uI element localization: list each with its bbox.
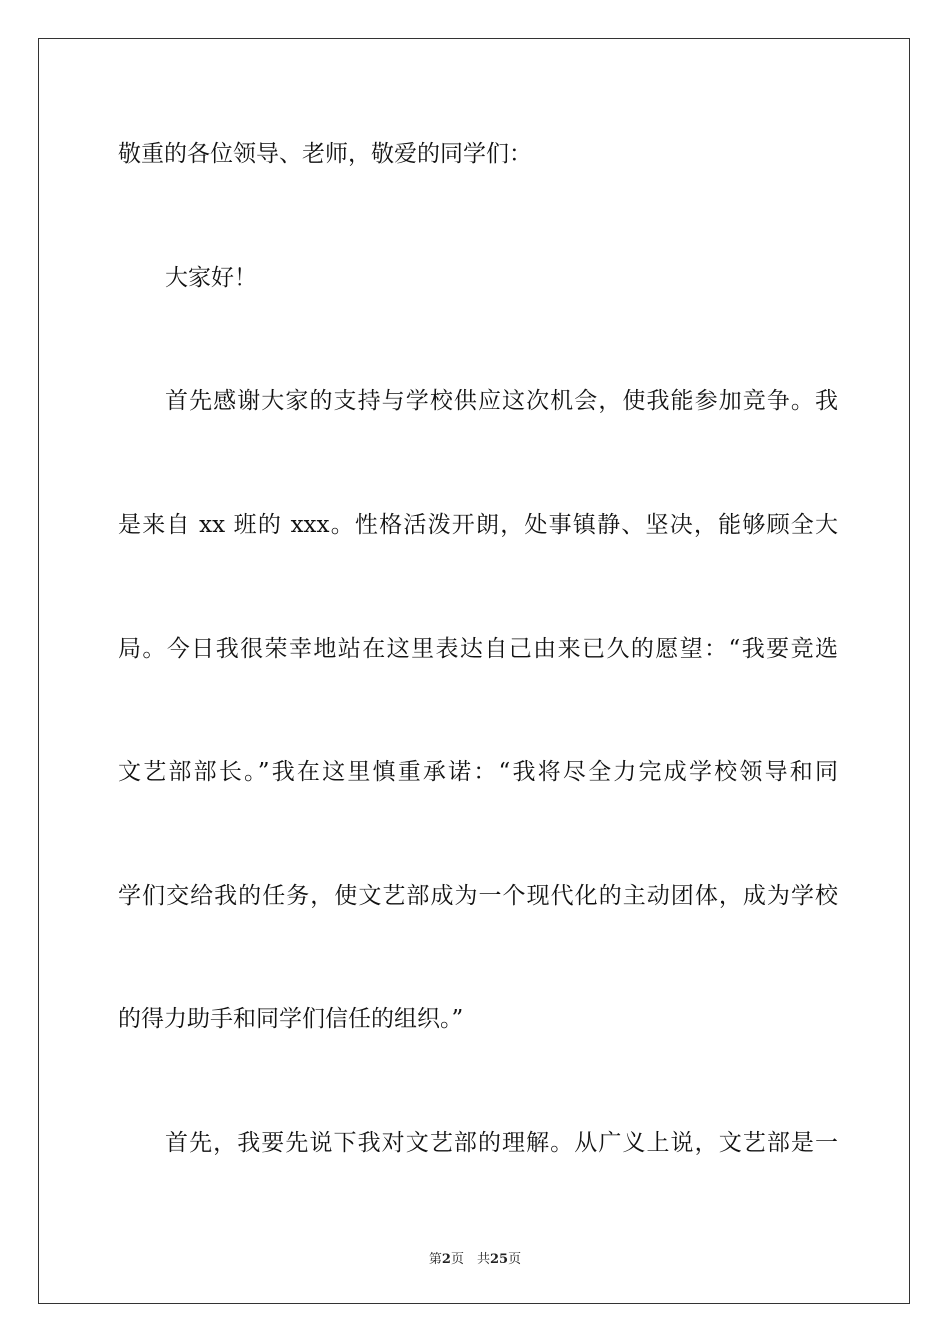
current-page-number: 2 (441, 1252, 451, 1267)
page-frame (38, 38, 910, 1304)
page-number-footer (0, 1248, 950, 1267)
total-page-count: 25 (489, 1252, 509, 1267)
body-line: 是来自 xx 班的 xxx。性格活泼开朗，处事镇静、坚决，能够顾全大 (118, 512, 838, 538)
footer-mid: 页 共 (450, 1252, 490, 1267)
footer-prefix: 第 (428, 1252, 442, 1267)
body-line: 首先感谢大家的支持与学校供应这次机会，使我能参加竞争。我 (165, 388, 838, 414)
body-line: 首先，我要先说下我对文艺部的理解。从广义上说，文艺部是一 (165, 1130, 838, 1156)
body-line: 文艺部部长。”我在这里慎重承诺：“我将尽全力完成学校领导和同 (118, 759, 838, 785)
greeting: 大家好！ (165, 265, 257, 291)
body-line: 的得力助手和同学们信任的组织。” (118, 1006, 464, 1032)
footer-suffix: 页 (508, 1252, 522, 1267)
body-line: 局。今日我很荣幸地站在这里表达自己由来已久的愿望：“我要竞选 (118, 636, 838, 662)
salutation: 敬重的各位领导、老师，敬爱的同学们： (118, 141, 532, 167)
body-line: 学们交给我的任务，使文艺部成为一个现代化的主动团体，成为学校 (118, 883, 838, 909)
